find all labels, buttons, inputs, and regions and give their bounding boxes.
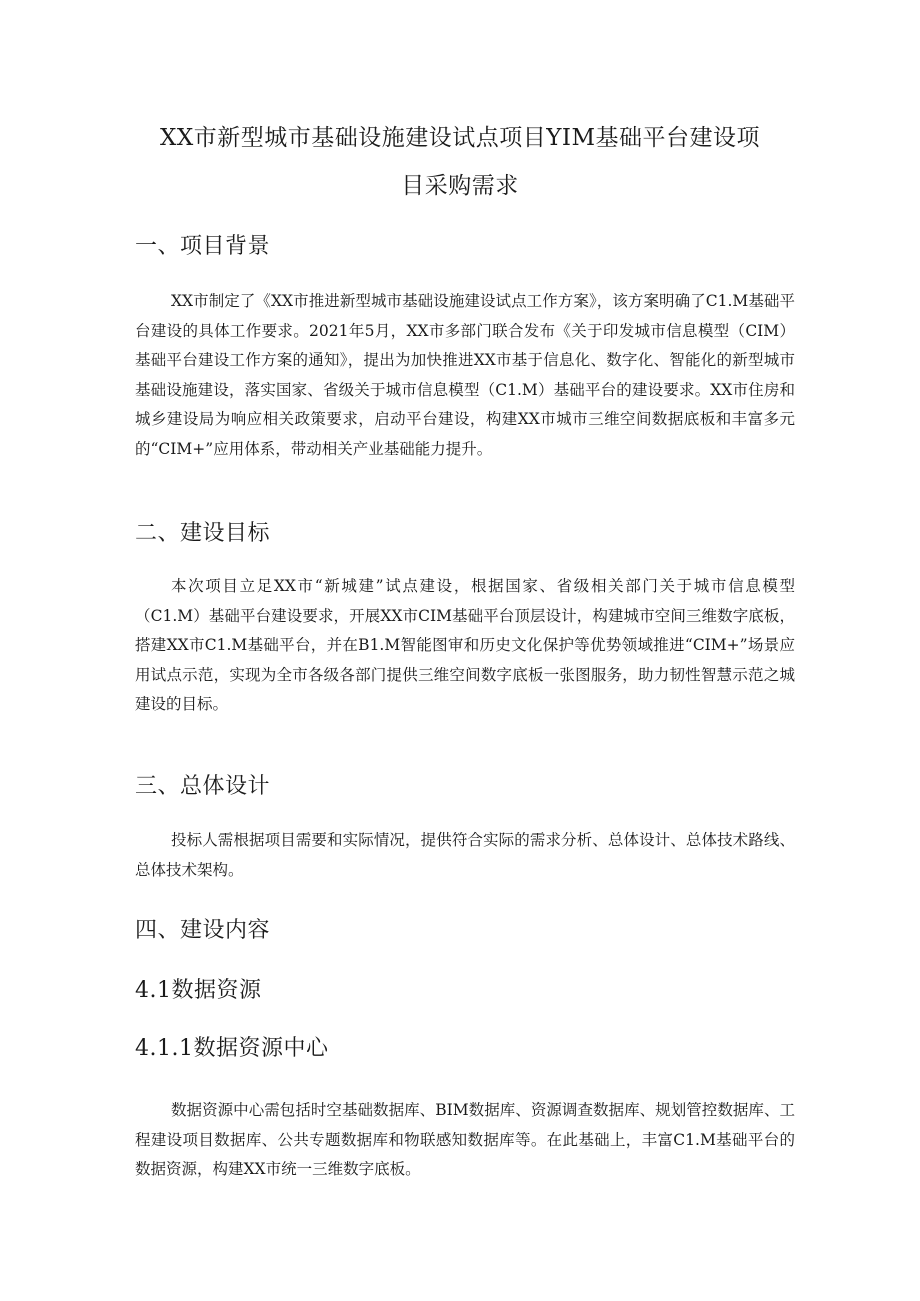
document-title-line-2: 目采购需求 <box>401 173 519 199</box>
section-heading-construction-goals: 二、建设目标 <box>135 521 271 546</box>
subsubsection-heading-data-resource-center: 4.1.1数据资源中心 <box>135 1036 329 1061</box>
subsection-heading-data-resources: 4.1数据资源 <box>135 978 262 1003</box>
section-heading-project-background: 一、项目背景 <box>135 234 271 259</box>
paragraph-construction-goals: 本次项目立足XX市“新城建”试点建设，根据国家、省级相关部门关于城市信息模型（C1.M）基础平台建设要求，开展XX市CIM基础平台顶层设计，构建城市空间三维数字底板，搭建XX市C1.M基础平台，并在B1.M智能图审和历史文化保护等优势领域推进“CIM+”场景应用试点示范，实现为全市各级各部门提供三维空间数字底板一张图服务，助力韧性智慧示范之城建设的目标。 <box>135 577 795 713</box>
document-title-line-1: XX市新型城市基础设施建设试点项目YIM基础平台建设项 <box>159 125 761 151</box>
paragraph-project-background: XX市制定了《XX市推进新型城市基础设施建设试点工作方案》，该方案明确了C1.M基础平台建设的具体工作要求。2021年5月，XX市多部门联合发布《关于印发城市信息模型（CIM）基础平台建设工作方案的通知》，提出为加快推进XX市基于信息化、数字化、智能化的新型城市基础设施建设，落实国家、省级关于城市信息模型（C1.M）基础平台的建设要求。XX市住房和城乡建设局为响应相关政策要求，启动平台建设，构建XX市城市三维空间数据底板和丰富多元的“CIM+”应用体系，带动相关产业基础能力提升。 <box>135 292 795 458</box>
paragraph-overall-design: 投标人需根据项目需要和实际情况，提供符合实际的需求分析、总体设计、总体技术路线、总体技术架构。 <box>135 831 795 879</box>
paragraph-data-resource-center: 数据资源中心需包括时空基础数据库、BIM数据库、资源调查数据库、规划管控数据库、工程建设项目数据库、公共专题数据库和物联感知数据库等。在此基础上，丰富C1.M基础平台的数据资源，构建XX市统一三维数字底板。 <box>135 1101 795 1178</box>
section-heading-construction-content: 四、建设内容 <box>135 918 271 943</box>
section-heading-overall-design: 三、总体设计 <box>135 774 271 799</box>
